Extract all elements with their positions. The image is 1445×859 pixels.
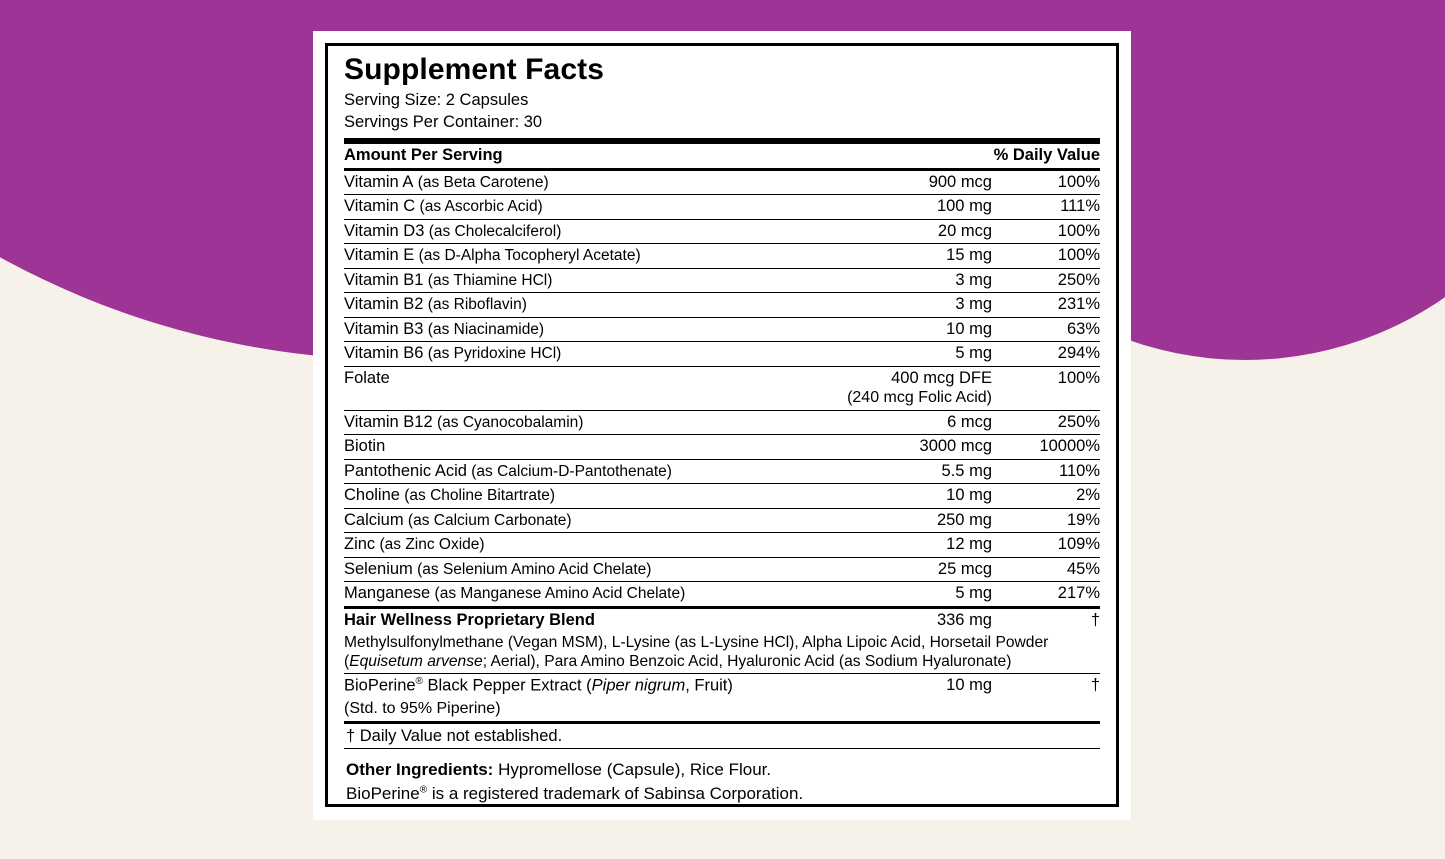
- nutrient-name: Vitamin B2 (as Riboflavin): [344, 293, 802, 317]
- nutrition-table-body: [344, 144, 1100, 167]
- nutrient-amount: 5.5 mg: [802, 459, 992, 483]
- nutrient-amount: 250 mg: [802, 508, 992, 532]
- table-row: [344, 484, 1100, 508]
- table-row: [344, 459, 1100, 483]
- blend-line-1: Methylsulfonylmethane (Vegan MSM), L-Lysine (as L-Lysine HCl), Alpha Lipoic Acid, Horsetail Powder: [344, 634, 1049, 652]
- nutrient-daily-value: 231%: [992, 293, 1100, 317]
- nutrient-amount: 10 mg: [802, 317, 992, 341]
- nutrient-name: Pantothenic Acid (as Calcium-D-Pantothenate): [344, 459, 802, 483]
- nutrient-daily-value: 100%: [992, 244, 1100, 268]
- table-row: [344, 195, 1100, 219]
- table-row: [344, 533, 1100, 557]
- table-row: [344, 171, 1100, 195]
- servings-per-container: Servings Per Container: 30: [344, 112, 543, 131]
- other-ingredients-value: Hypromellose (Capsule), Rice Flour.: [493, 759, 772, 779]
- blend-line-2-rest: ; Aerial), Para Amino Benzoic Acid, Hyaluronic Acid (as Sodium Hyaluronate): [482, 652, 1012, 670]
- nutrient-daily-value: 45%: [992, 557, 1100, 581]
- nutrient-name: Vitamin B12 (as Cyanocobalamin): [344, 410, 802, 434]
- nutrient-amount: 5 mg: [802, 582, 992, 606]
- table-row: [344, 293, 1100, 317]
- nutrient-name: Biotin: [344, 435, 802, 459]
- nutrient-amount: 3 mg: [802, 268, 992, 292]
- table-row: [344, 410, 1100, 434]
- nutrient-name: Folate: [344, 366, 802, 410]
- table-row: [344, 366, 1100, 410]
- bioperine-dv: †: [1090, 675, 1100, 694]
- nutrient-amount: 400 mcg DFE (240 mcg Folic Acid): [802, 366, 992, 410]
- nutrient-daily-value: 100%: [1057, 172, 1100, 191]
- nutrient-amount: 900 mcg: [928, 172, 992, 191]
- nutrient-name: Calcium (as Calcium Carbonate): [344, 508, 802, 532]
- table-row: [344, 219, 1100, 243]
- blend-dv: †: [1090, 610, 1100, 629]
- header-daily-value: % Daily Value: [993, 146, 1100, 165]
- registered-mark-icon-2: ®: [419, 784, 428, 796]
- table-row: [344, 244, 1100, 268]
- table-row: [344, 317, 1100, 341]
- blend-ingredients: [344, 632, 1100, 673]
- nutrient-amount: 100 mg: [802, 195, 992, 219]
- nutrient-daily-value: 250%: [992, 410, 1100, 434]
- nutrient-amount: 10 mg: [802, 484, 992, 508]
- table-row: [344, 582, 1100, 606]
- nutrient-daily-value: 250%: [992, 268, 1100, 292]
- other-ingredients-label: Other Ingredients:: [346, 759, 494, 779]
- nutrient-name: Vitamin B1 (as Thiamine HCl): [344, 268, 802, 292]
- nutrient-name: Choline (as Choline Bitartrate): [344, 484, 802, 508]
- blend-botanical: Equisetum arvense: [349, 652, 483, 670]
- nutrient-name: Vitamin B6 (as Pyridoxine HCl): [344, 342, 802, 366]
- supplement-facts-box: [325, 43, 1119, 807]
- nutrient-daily-value: 217%: [992, 582, 1100, 606]
- footnote-daily-value: † Daily Value not established.: [346, 726, 563, 745]
- other-ingredients: [344, 749, 1100, 807]
- blend-table: [344, 609, 1100, 673]
- nutrient-daily-value: 63%: [992, 317, 1100, 341]
- bioperine-botanical: Piper nigrum: [591, 676, 686, 695]
- nutrient-amount: 5 mg: [802, 342, 992, 366]
- nutrient-daily-value: 100%: [992, 366, 1100, 410]
- nutrient-daily-value: 2%: [992, 484, 1100, 508]
- header-amount-per-serving: Amount Per Serving: [344, 146, 503, 165]
- nutrient-daily-value: 110%: [992, 459, 1100, 483]
- serving-size: Serving Size: 2 Capsules: [344, 90, 529, 109]
- nutrient-name: Vitamin A (as Beta Carotene): [344, 172, 549, 191]
- blend-row: [344, 609, 1100, 632]
- nutrient-amount: 6 mcg: [802, 410, 992, 434]
- table-row: [344, 435, 1100, 459]
- nutrient-name: Vitamin C (as Ascorbic Acid): [344, 195, 802, 219]
- nutrient-daily-value: 294%: [992, 342, 1100, 366]
- bioperine-standardization: (Std. to 95% Piperine): [344, 699, 501, 717]
- bioperine-brand: BioPerine: [344, 676, 416, 695]
- trademark-text: is a registered trademark of Sabinsa Corporation.: [427, 784, 804, 804]
- nutrient-amount: 15 mg: [802, 244, 992, 268]
- bioperine-name-tail: , Fruit): [685, 676, 733, 695]
- nutrient-daily-value: 109%: [992, 533, 1100, 557]
- nutrient-name: Vitamin E (as D-Alpha Tocopheryl Acetate): [344, 244, 802, 268]
- nutrient-amount: 3 mg: [802, 293, 992, 317]
- nutrient-amount: 3000 mcg: [802, 435, 992, 459]
- nutrient-amount: 20 mcg: [802, 219, 992, 243]
- blend-line-2-open: (: [344, 652, 350, 670]
- blend-ingredients-row: [344, 632, 1100, 673]
- trademark-brand: BioPerine: [346, 784, 420, 804]
- bioperine-table: [344, 674, 1100, 721]
- blend-amount: 336 mg: [936, 610, 992, 629]
- nutrient-amount: 25 mcg: [802, 557, 992, 581]
- table-row: [344, 557, 1100, 581]
- bioperine-amount: 10 mg: [946, 675, 992, 694]
- table-header-row: [344, 144, 1100, 167]
- nutrient-daily-value: 19%: [992, 508, 1100, 532]
- registered-mark-icon: ®: [415, 675, 423, 687]
- blend-name: Hair Wellness Proprietary Blend: [344, 610, 595, 629]
- nutrient-name: Vitamin D3 (as Cholecalciferol): [344, 219, 802, 243]
- nutrient-name: Manganese (as Manganese Amino Acid Chelate): [344, 582, 802, 606]
- nutrient-name: Vitamin B3 (as Niacinamide): [344, 317, 802, 341]
- nutrient-daily-value: 100%: [992, 219, 1100, 243]
- nutrient-name: Zinc (as Zinc Oxide): [344, 533, 802, 557]
- nutrient-name: Selenium (as Selenium Amino Acid Chelate): [344, 557, 802, 581]
- nutrient-daily-value: 10000%: [992, 435, 1100, 459]
- label-panel: [313, 31, 1131, 820]
- bioperine-row: [344, 674, 1100, 698]
- nutrient-rows-table: [344, 171, 1100, 606]
- bioperine-sub-row: [344, 698, 1100, 721]
- table-row: [344, 508, 1100, 532]
- nutrient-daily-value: 111%: [992, 195, 1100, 219]
- nutrient-rows-body: [344, 171, 1100, 606]
- bioperine-name-rest: Black Pepper Extract (: [422, 676, 592, 695]
- table-row: [344, 342, 1100, 366]
- nutrition-table: [344, 144, 1100, 167]
- bioperine-name: [344, 674, 802, 698]
- page-title: Supplement Facts: [344, 53, 604, 86]
- table-row: [344, 268, 1100, 292]
- nutrient-amount: 12 mg: [802, 533, 992, 557]
- header-spacer: [802, 144, 992, 167]
